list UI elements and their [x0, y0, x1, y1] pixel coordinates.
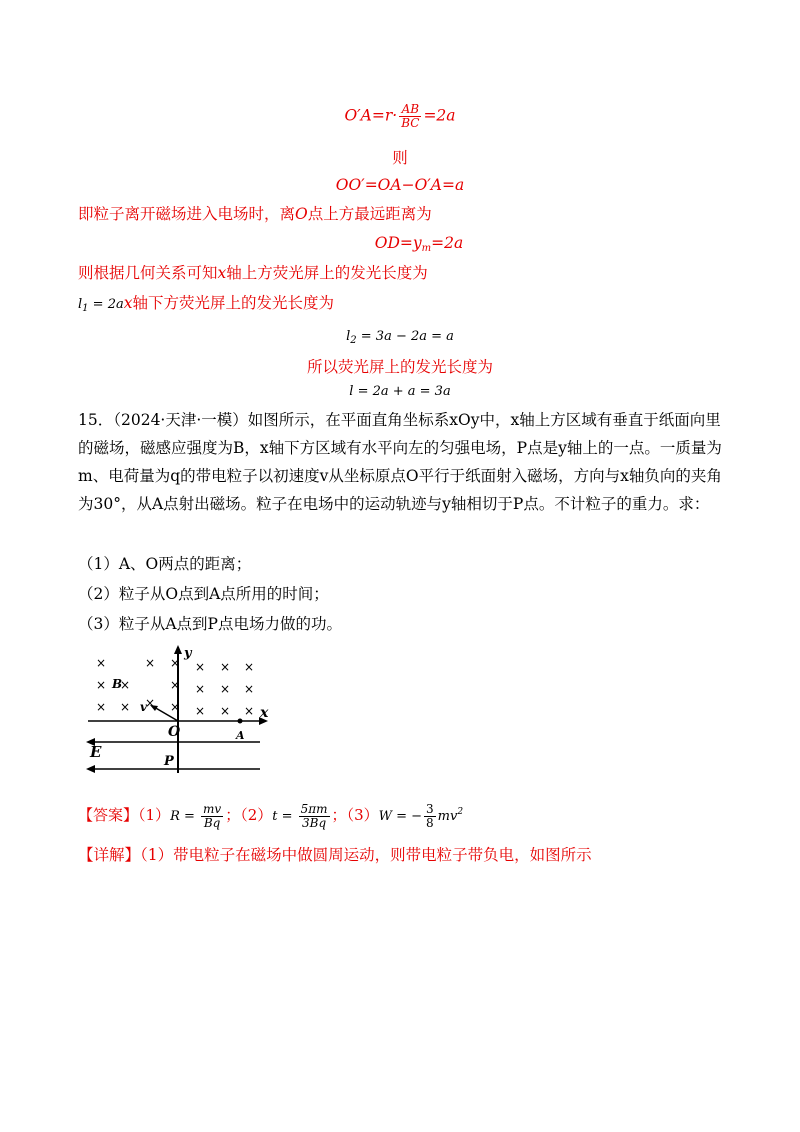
cross: ×	[145, 696, 156, 710]
text-line-3	[78, 292, 334, 320]
cross: ×	[96, 678, 107, 692]
text1-b: 点上方最远距离为	[307, 205, 432, 223]
equation-oa	[0, 103, 800, 130]
o-label: O	[168, 724, 181, 740]
question-3: （3）粒子从A点到P点电场力做的功。	[78, 615, 342, 633]
cross: ×	[170, 700, 181, 714]
eq4-rest: = 2a	[88, 297, 124, 312]
answer-3-fraction	[424, 803, 436, 830]
answer-3-den: 8	[426, 815, 434, 830]
detail-line	[78, 844, 592, 866]
cross: ×	[244, 704, 255, 718]
eq5-sub: 2	[350, 335, 357, 346]
text2-a: 则根据几何关系可知	[78, 264, 218, 282]
answer-3-right: mv	[437, 809, 458, 824]
fraction-num: AB	[399, 103, 421, 117]
equation-l: l = 2a + a = 3a	[349, 384, 451, 399]
cross: ×	[244, 682, 255, 696]
cross: ×	[170, 678, 181, 692]
text3-x: x	[123, 294, 133, 312]
text-line-1	[78, 203, 432, 225]
answer-line	[78, 801, 463, 830]
cross: ×	[120, 678, 131, 692]
problem-source: （2024·天津·一模）	[113, 411, 248, 429]
answer-tag: 【答案】	[78, 806, 139, 824]
eq3-sub: m	[421, 243, 432, 254]
eq4-l: l	[78, 297, 83, 312]
detail-text: （1）带电粒子在磁场中做圆周运动，则带电粒子带负电，如图所示	[140, 846, 592, 864]
fraction-ab-bc	[399, 103, 421, 130]
eq1-left: O′A=r·	[344, 106, 398, 125]
equation-od	[0, 232, 800, 260]
field-diagram	[82, 645, 272, 775]
cross: ×	[220, 682, 231, 696]
problem-number: 15．	[78, 411, 114, 429]
problem-text: 如图所示，在平面直角坐标系xOy中，x轴上方区域有垂直于纸面向里的磁场，磁感应强度为B，x轴下方区域有水平向左的匀强电场，P点是y轴上的一点。一质量为m、电荷量为q的带电粒子以初速度v从坐标原点O平行于纸面射入磁场，方向与x轴负向的夹角为30°，从A点射出磁场。粒子在电场中的运动轨迹与y轴相切于P点。不计粒子的重力。求：	[78, 411, 722, 513]
cross: ×	[244, 660, 255, 674]
answer-1-left: R =	[170, 809, 200, 824]
problem-statement	[78, 406, 723, 518]
answer-p2: （2）	[240, 806, 273, 824]
cross: ×	[195, 660, 206, 674]
answer-2-num: 5πm	[300, 801, 328, 816]
detail-tag: 【详解】	[78, 846, 141, 864]
question-1: （1）A、O两点的距离；	[78, 555, 252, 573]
equation-l2	[0, 326, 800, 352]
text-line-4: 所以荧光屏上的发光长度为	[306, 358, 493, 376]
answer-1-den: Bq	[203, 815, 221, 830]
cross: ×	[96, 656, 107, 670]
cross: ×	[96, 700, 107, 714]
a-label: A	[236, 729, 245, 742]
answer-2-left: t =	[272, 809, 297, 824]
cross: ×	[170, 656, 181, 670]
eq1-right: =2a	[423, 106, 456, 125]
equation-oo: OO′=OA−O′A=a	[335, 176, 465, 194]
text3-b: 轴下方荧光屏上的发光长度为	[132, 294, 334, 312]
eq3-od: OD=y	[374, 234, 422, 252]
answer-3-sup: 2	[457, 807, 464, 817]
answer-3-num: 3	[426, 801, 434, 816]
cross: ×	[195, 682, 206, 696]
e-label: E	[90, 743, 102, 761]
text2-b: 轴上方荧光屏上的发光长度为	[226, 264, 428, 282]
answer-2-fraction	[299, 803, 330, 830]
eq3-rest: =2a	[431, 234, 464, 252]
text1-a: 即粒子离开磁场进入电场时，离	[78, 205, 296, 223]
cross: ×	[145, 656, 156, 670]
p-label: P	[164, 754, 174, 769]
cross: ×	[220, 704, 231, 718]
text-then: 则	[392, 149, 408, 167]
answer-3-left: W = −	[378, 809, 423, 824]
point-a-dot	[238, 719, 243, 724]
v-label: v	[140, 700, 147, 714]
text-line-2	[78, 262, 428, 284]
answer-2-den: 3Bq	[302, 815, 327, 830]
field-line-2-arrow	[86, 765, 95, 773]
eq5-l: l	[346, 329, 351, 344]
cross: ×	[220, 660, 231, 674]
y-axis-arrow	[174, 645, 182, 654]
answer-sep-2: ；	[331, 806, 347, 824]
y-label: y	[184, 646, 192, 661]
b-label: B	[112, 677, 123, 691]
text2-x: x	[217, 264, 227, 282]
eq4-sub: 1	[82, 303, 89, 314]
answer-1-fraction	[201, 803, 223, 830]
answer-p3: （3）	[346, 806, 379, 824]
cross: ×	[195, 704, 206, 718]
eq5-rest: = 3a − 2a = a	[356, 329, 454, 344]
x-label: x	[260, 705, 269, 721]
answer-p1: （1）	[138, 806, 171, 824]
answer-1-num: mv	[203, 801, 222, 816]
text1-o: O	[295, 205, 308, 223]
eq4	[78, 297, 124, 312]
question-2: （2）粒子从O点到A点所用的时间；	[78, 585, 329, 603]
answer-sep-1: ；	[225, 806, 241, 824]
fraction-den: BC	[401, 116, 420, 130]
cross: ×	[120, 700, 131, 714]
